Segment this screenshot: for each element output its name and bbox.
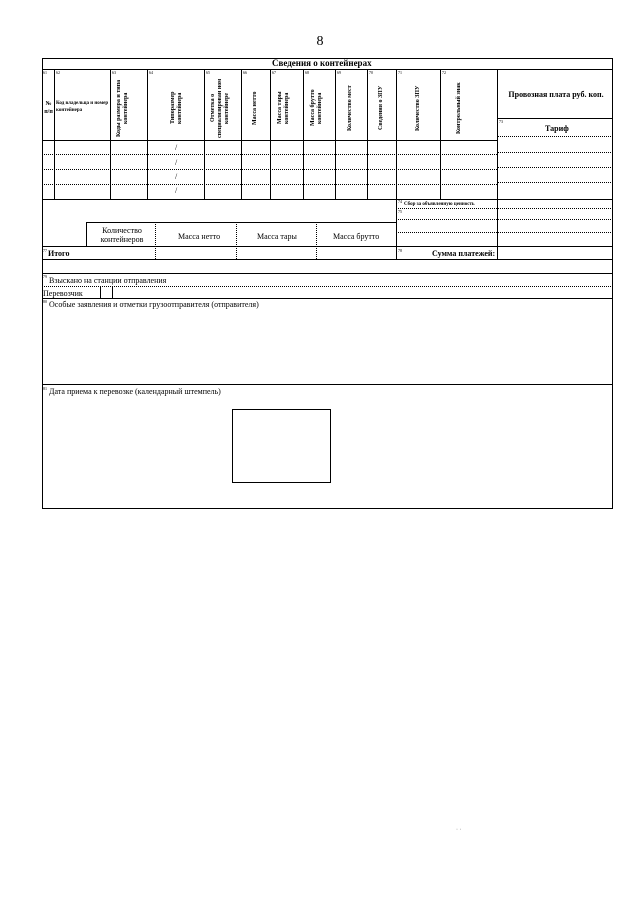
col-number: 71 [398,70,402,75]
header-net: Масса нетто [252,91,258,125]
sum-label: Сумма платежей: [432,249,496,258]
total-number: 77 [43,248,47,253]
col-number: 65 [206,70,210,75]
header-gross: Масса брутто контейнера [310,89,323,127]
page-number: 8 [316,34,324,49]
col-number: 69 [337,70,341,75]
count-label: Количество контейнеров [100,226,144,244]
declared-value-label: Сбор за объявленную ценность [404,202,475,207]
carrier-label: Перевозчик [43,289,83,298]
second-number: 75 [398,209,402,214]
payment-header: Провозная плата руб. коп. [508,90,604,99]
gross-label: Масса брутто [333,232,380,241]
col-number: 61 [43,70,47,75]
header-control: Контрольный знак [456,82,462,134]
col-number: 72 [442,70,446,75]
row-slash: / [175,172,178,181]
col-number: 63 [112,70,116,75]
collected-label: Взыскано на станции отправления [49,276,167,285]
footer-mark: · · [456,827,462,833]
row-slash: / [175,143,178,152]
header-places: Количество мест [347,85,353,131]
col-number: 64 [149,70,153,75]
net-label: Масса нетто [178,232,221,241]
declared-value-number: 74 [398,199,402,204]
row-slash: / [175,158,178,167]
header-owner: Код владельца и номер контейнера [56,101,109,113]
header-tare: Масса тары контейнера [277,91,290,125]
header-zpu-count: Количество ЗПУ [415,85,421,131]
col-number: 70 [369,70,373,75]
header-tare-size: Типоразмер контейнера [170,91,183,125]
col-number: 68 [305,70,309,75]
special-statements-label: Особые заявления и отметки грузоотправителя (отправителя) [49,300,259,309]
col-number: 67 [272,70,276,75]
tariff-number: 73 [499,119,503,124]
col-number: 66 [243,70,247,75]
special-statements-number: 80 [43,299,47,304]
sum-number: 78 [398,248,402,253]
row-slash: / [175,186,178,195]
collected-number: 79 [43,274,47,279]
acceptance-label: Дата приема к перевозке (календарный штемпель) [49,387,221,396]
total-label: Итого [48,249,70,258]
calendar-stamp-box [232,409,331,483]
header-num: № п/п [44,101,53,115]
tare-label: Масса тары [257,232,297,241]
containers-title: Сведения о контейнерах [272,58,372,68]
header-special: Отметка о специализирован ном контейнере [210,78,230,138]
header-zpu-info: Сведения о ЗПУ [378,85,384,131]
header-type-codes: Коды размера и типа контейнера [116,79,129,137]
acceptance-number: 81 [43,386,47,391]
col-number: 62 [56,70,60,75]
tariff-label: Тариф [545,124,569,133]
